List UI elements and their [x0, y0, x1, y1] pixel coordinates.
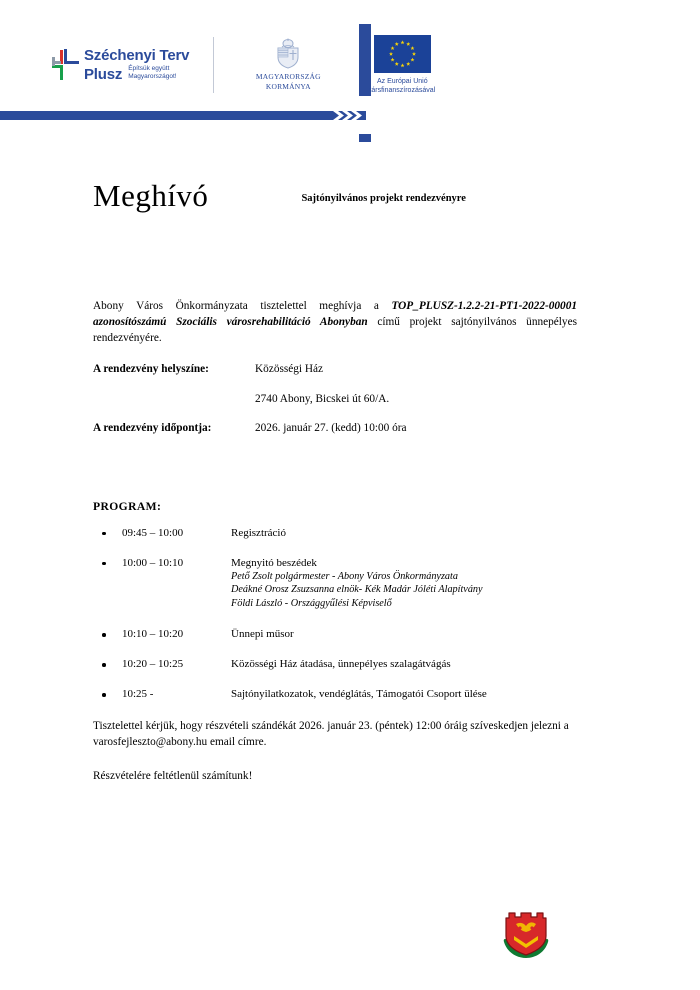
detail-value-datetime: 2026. január 27. (kedd) 10:00 óra [255, 422, 407, 435]
abony-town-coat-of-arms-icon [500, 908, 552, 962]
government-line-2: KORMÁNYA [265, 82, 311, 91]
program-description: Ünnepi műsor [231, 628, 294, 641]
table-row [93, 422, 577, 452]
government-logo-text [240, 72, 336, 92]
bullet-icon [102, 532, 106, 536]
eu-line-2: társfinanszírozásával [369, 87, 436, 94]
program-speakers [231, 570, 577, 611]
szechenyi-logo-plusz: Plusz [84, 66, 123, 84]
program-time: 10:00 – 10:10 [122, 556, 184, 569]
detail-label-venue: A rendezvény helyszíne: [93, 363, 209, 376]
speaker-line: Pető Zsolt polgármester - Abony Város Önkormányzata [231, 570, 458, 582]
szechenyi-terv-plusz-logo [45, 41, 189, 89]
european-union-flag-icon [374, 35, 431, 73]
title-row [93, 178, 577, 226]
intro-project-id: TOP_PLUSZ-1.2.2-21-PT1-2022-00001 azonosítószámú Szociális városrehabilitáció Abonyban [93, 300, 577, 329]
intro-before: Abony Város Önkormányzata tisztelettel meghívja a [93, 300, 392, 312]
program-description: Regisztráció [231, 526, 286, 539]
intro-paragraph [93, 298, 577, 346]
list-item [93, 658, 577, 670]
european-union-logo-text [350, 77, 454, 95]
header-logo-row [45, 34, 454, 96]
table-row [93, 363, 577, 393]
hungary-coat-of-arms-icon [277, 38, 299, 69]
speaker-line: Földi László - Országgyűlési Képviselő [231, 597, 392, 609]
list-item [93, 688, 577, 700]
szechenyi-logo-slogan [128, 65, 176, 82]
logo-divider [213, 37, 214, 93]
header-banner [0, 0, 700, 150]
bullet-icon [102, 663, 106, 667]
detail-label-address [93, 393, 255, 423]
page-title: Meghívó [93, 178, 209, 213]
hungarian-government-logo [240, 38, 336, 92]
table-row [93, 393, 577, 423]
list-item [93, 628, 577, 640]
program-description: Sajtónyilatkozatok, vendéglátás, Támogatói Csoport ülése [231, 688, 487, 701]
intro-after: című projekt sajtónyilvános ünnepélyes rendezvényére. [93, 316, 577, 345]
government-line-1: MAGYARORSZÁG [255, 71, 321, 81]
program-list [93, 527, 577, 701]
szechenyi-logo-line1: Széchenyi Terv [84, 46, 190, 64]
program-description: Megnyitó beszédek [231, 556, 317, 569]
slogan-line-2: Magyarországot! [128, 73, 177, 80]
slogan-line-1: Építsük együtt [128, 64, 170, 72]
detail-value-address: 2740 Abony, Bicskei út 60/A. [255, 392, 390, 405]
bullet-icon [102, 562, 106, 566]
bullet-icon [102, 633, 106, 637]
detail-label-datetime: A rendezvény időpontja: [93, 422, 212, 435]
european-union-logo [350, 35, 454, 95]
szechenyi-pinwheel-icon [45, 48, 79, 82]
program-time: 10:10 – 10:20 [122, 628, 184, 641]
rsvp-paragraph: Tisztelettel kérjük, hogy részvételi szándékát 2026. január 23. (péntek) 12:00 óráig szíveskedjen jelezni a varosfejleszto@abony.hu email címre. [93, 720, 569, 749]
program-description: Közösségi Ház átadása, ünnepélyes szalagátvágás [231, 658, 451, 671]
bullet-icon [102, 693, 106, 697]
eu-line-1: Az Európai Unió [377, 77, 428, 85]
event-details-table [93, 363, 577, 452]
program-time: 09:45 – 10:00 [122, 526, 184, 539]
list-item [93, 527, 577, 539]
program-time: 10:25 - [122, 688, 154, 701]
program-time: 10:20 – 10:25 [122, 658, 184, 671]
detail-value-venue: Közösségi Ház [255, 363, 324, 376]
program-heading: PROGRAM: [93, 499, 162, 513]
speaker-line: Deákné Orosz Zsuzsanna elnök- Kék Madár Jóléti Alapítvány [231, 584, 483, 596]
list-item [93, 557, 577, 611]
document-body [93, 178, 577, 794]
closing-note: Részvételére feltétlenül számítunk! [93, 770, 253, 783]
page-subtitle: Sajtónyilvános projekt rendezvényre [301, 193, 466, 204]
